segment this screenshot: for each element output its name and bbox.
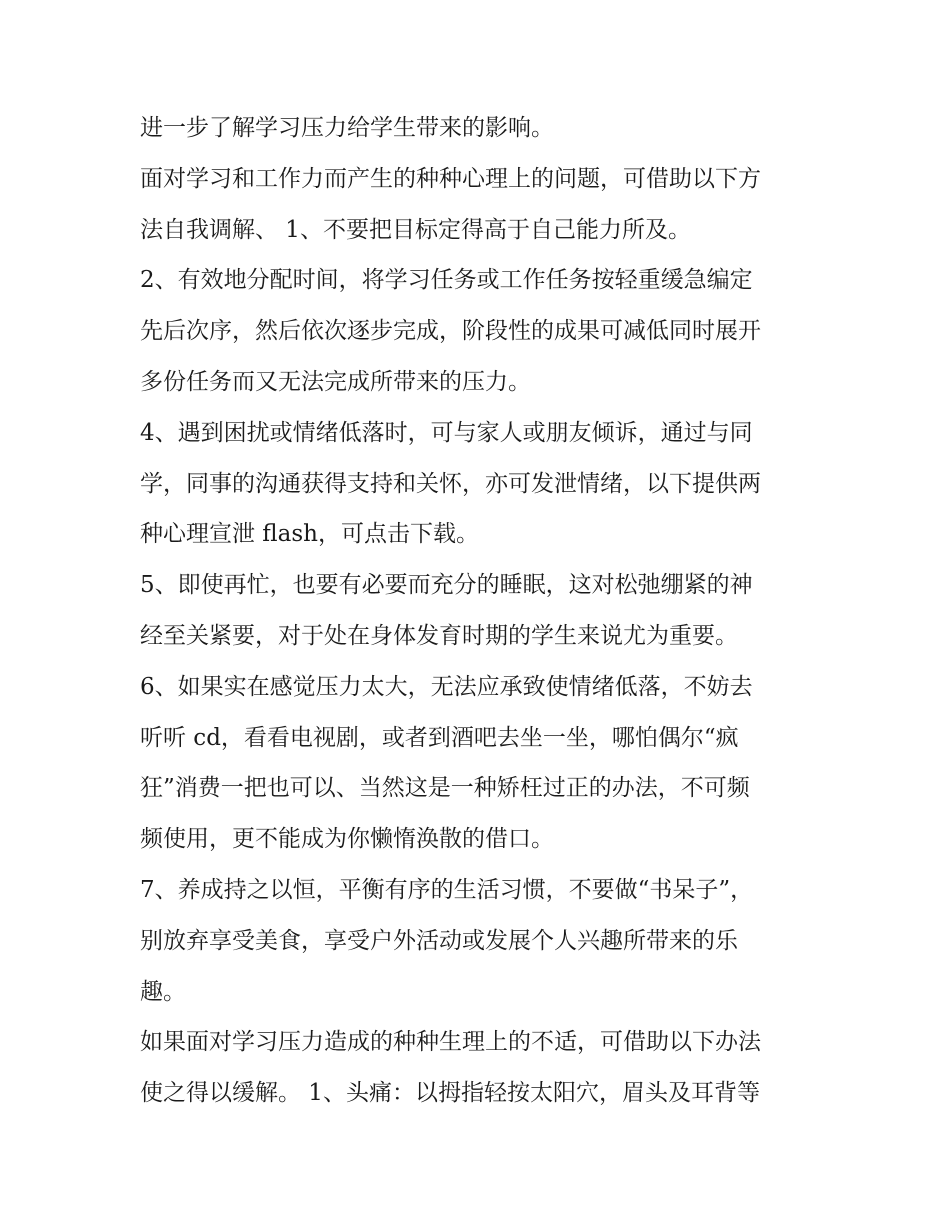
text-line: 多份任务而又无法完成所带来的压力。: [140, 368, 531, 395]
text-line: 别放弃享受美食，享受户外活动或发展个人兴趣所带来的乐: [140, 927, 738, 954]
text-line: 使之得以缓解。 1、头痛：以拇指轻按太阳穴，眉头及耳背等: [140, 1080, 760, 1107]
text-line: 面对学习和工作力而产生的种种心理上的问题，可借助以下方: [140, 165, 761, 192]
text-line: 7、养成持之以恒，平衡有序的生活习惯，不要做“书呆子”，: [140, 876, 754, 903]
text-line: 先后次序，然后依次逐步完成，阶段性的成果可减低同时展开: [140, 318, 761, 345]
text-line: 5、即使再忙，也要有必要而充分的睡眠，这对松弛绷紧的神: [140, 572, 753, 599]
text-line: 进一步了解学习压力给学生带来的影响。: [140, 115, 554, 141]
text-line: 法自我调解、 1、不要把目标定得高于自己能力所及。: [140, 216, 691, 243]
text-line: 听听 cd，看看电视剧，或者到酒吧去坐一坐，哪怕偶尔“疯: [140, 724, 739, 751]
text-line: 2、有效地分配时间，将学习任务或工作任务按轻重缓急编定: [140, 267, 753, 294]
text-line: 经至关紧要，对于处在身体发育时期的学生来说尤为重要。: [140, 622, 738, 649]
text-line: 学，同事的沟通获得支持和关怀，亦可发泄情绪，以下提供两: [140, 470, 761, 497]
text-line: 趣。: [140, 978, 186, 1005]
text-line: 6、如果实在感觉压力太大，无法应承致使情绪低落，不妨去: [140, 673, 753, 700]
text-line: 如果面对学习压力造成的种种生理上的不适，可借助以下办法: [140, 1029, 761, 1056]
text-line: 狂”消费一把也可以、当然这是一种矫枉过正的办法，不可频: [140, 775, 750, 802]
document-body: [140, 103, 820, 1119]
text-line: 频使用，更不能成为你懒惰涣散的借口。: [140, 826, 554, 853]
text-line: 4、遇到困扰或情绪低落时，可与家人或朋友倾诉，通过与同: [140, 419, 753, 446]
text-line: 种心理宣泄 flash，可点击下载。: [140, 521, 479, 548]
